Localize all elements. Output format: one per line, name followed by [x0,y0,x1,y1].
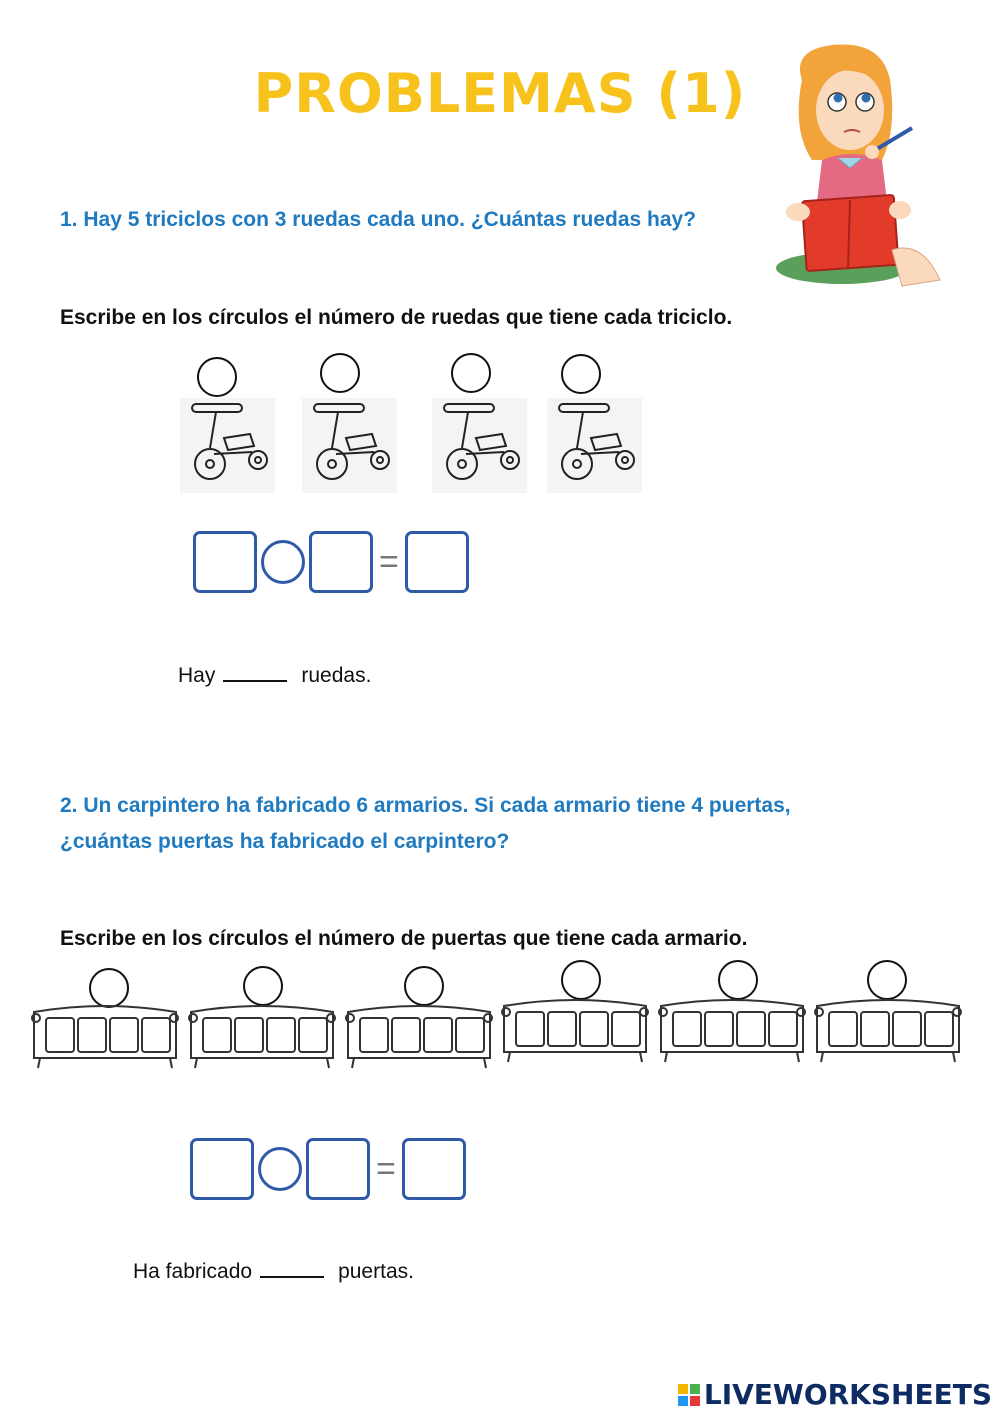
tricycle-icon [432,398,527,493]
wardrobe-icon [30,998,180,1070]
problem2-equation [190,1138,466,1200]
equals-sign: = [379,543,399,581]
result-input-box[interactable] [402,1138,466,1200]
problem1-equation [193,531,469,593]
answer-suffix: puertas. [338,1260,414,1283]
wardrobe-icon [813,992,963,1064]
wheels-count-circle[interactable] [320,353,360,393]
page-title: PROBLEMAS (1) [253,62,747,125]
answer-blank[interactable] [223,662,287,682]
liveworksheets-logo [678,1378,992,1411]
problem2-instruction: Escribe en los círculos el número de puertas que tiene cada armario. [60,927,748,950]
result-input-box[interactable] [405,531,469,593]
problem2-answer-line [133,1258,414,1284]
problem1-instruction: Escribe en los círculos el número de ruedas que tiene cada triciclo. [60,306,733,329]
wheels-count-circle[interactable] [561,354,601,394]
factor2-input-box[interactable] [309,531,373,593]
answer-blank[interactable] [260,1258,324,1278]
problem2-question [60,788,791,860]
answer-prefix: Ha fabricado [133,1260,253,1283]
wardrobe-icon [500,992,650,1064]
brand-name: LIVEWORKSHEETS [703,1378,992,1411]
problem1-question: 1. Hay 5 triciclos con 3 ruedas cada uno. ¿Cuántas ruedas hay? [60,208,697,231]
equals-sign: = [376,1150,396,1188]
liveworksheets-logo-icon [678,1384,700,1406]
factor1-input-box[interactable] [190,1138,254,1200]
wheels-count-circle[interactable] [197,357,237,397]
thinking-girl-illustration [772,40,947,292]
answer-prefix: Hay [178,664,216,687]
problem2-question-line2: ¿cuántas puertas ha fabricado el carpintero? [60,830,510,853]
tricycle-icon [547,398,642,493]
operator-input-circle[interactable] [261,540,305,584]
face-shape [816,70,884,150]
answer-suffix: ruedas. [301,664,372,687]
problem2-question-line1: 2. Un carpintero ha fabricado 6 armarios. Si cada armario tiene 4 puertas, [60,794,791,817]
wardrobe-icon [344,998,494,1070]
problem1-answer-line [178,662,371,688]
tricycle-icon [180,398,275,493]
wardrobe-icon [657,992,807,1064]
wheels-count-circle[interactable] [451,353,491,393]
factor1-input-box[interactable] [193,531,257,593]
operator-input-circle[interactable] [258,1147,302,1191]
wardrobe-icon [187,998,337,1070]
factor2-input-box[interactable] [306,1138,370,1200]
tricycle-icon [302,398,397,493]
